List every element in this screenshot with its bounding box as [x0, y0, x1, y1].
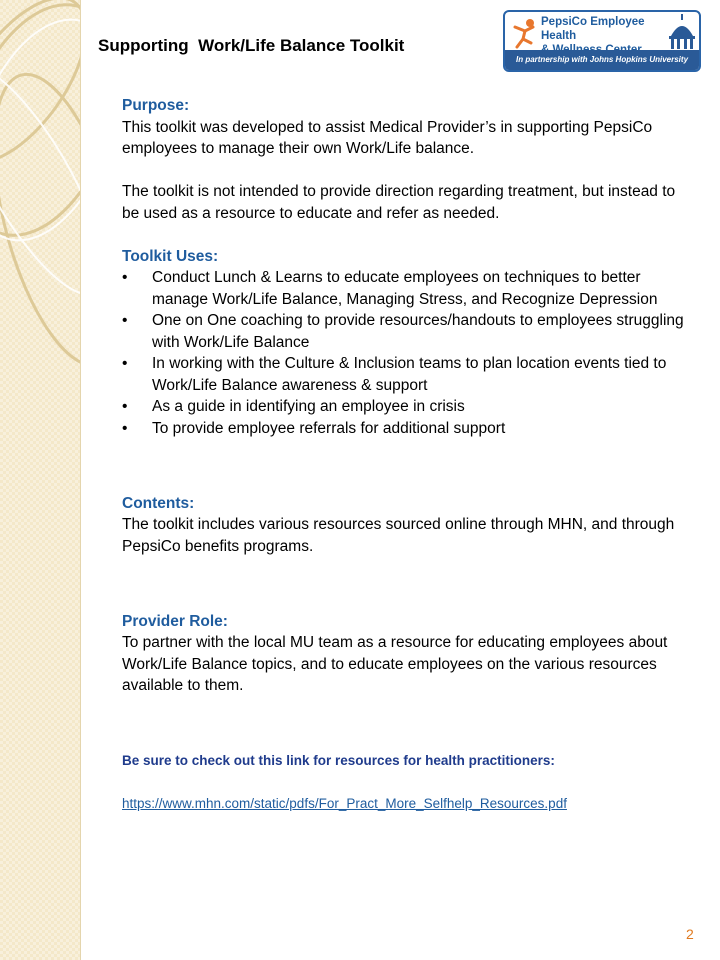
main-content	[122, 95, 687, 815]
uses-heading: Toolkit Uses:	[122, 247, 219, 265]
dome-building-icon	[665, 14, 699, 52]
person-figure-icon	[511, 17, 539, 49]
logo-tagline: In partnership with Johns Hopkins University	[505, 50, 699, 70]
list-item: • In working with the Culture & Inclusion teams to plan location events tied to Work/Life Balance awareness & support	[122, 353, 687, 396]
logo-line-1: PepsiCo Employee Health	[541, 16, 645, 42]
list-item: • Conduct Lunch & Learns to educate employees on techniques to better manage Work/Life Balance, Managing Stress, and Recognize Depression	[122, 267, 687, 310]
swirl-decoration-icon	[0, 0, 80, 960]
provider-paragraph: To partner with the local MU team as a resource for educating employees about Work/Life Balance topics, and to educate employees on the various resources available to them.	[122, 634, 668, 694]
contents-heading: Contents:	[122, 494, 195, 512]
purpose-paragraph-2: The toolkit is not intended to provide direction regarding treatment, but instead to be used as a resource to educate and refer as needed.	[122, 183, 676, 222]
provider-heading: Provider Role:	[122, 612, 228, 630]
resources-link[interactable]: https://www.mhn.com/static/pdfs/For_Pract_More_Selfhelp_Resources.pdf	[122, 796, 567, 811]
pepsico-health-logo	[503, 10, 701, 72]
page-title: Supporting Work/Life Balance Toolkit	[98, 36, 405, 55]
purpose-paragraph-1: This toolkit was developed to assist Medical Provider’s in supporting PepsiCo employees to manage their own Work/Life balance.	[122, 118, 653, 157]
contents-paragraph: The toolkit includes various resources sourced online through MHN, and through PepsiCo benefits programs.	[122, 516, 675, 555]
list-item: • As a guide in identifying an employee in crisis	[122, 396, 687, 418]
page-number: 2	[686, 926, 694, 942]
list-item: • To provide employee referrals for additional support	[122, 418, 687, 440]
resources-callout: Be sure to check out this link for resources for health practitioners:	[122, 753, 555, 768]
decorative-sidebar	[0, 0, 81, 960]
uses-list	[122, 267, 687, 439]
list-item: • One on One coaching to provide resources/handouts to employees struggling with Work/Life Balance	[122, 310, 687, 353]
purpose-heading: Purpose:	[122, 97, 190, 114]
